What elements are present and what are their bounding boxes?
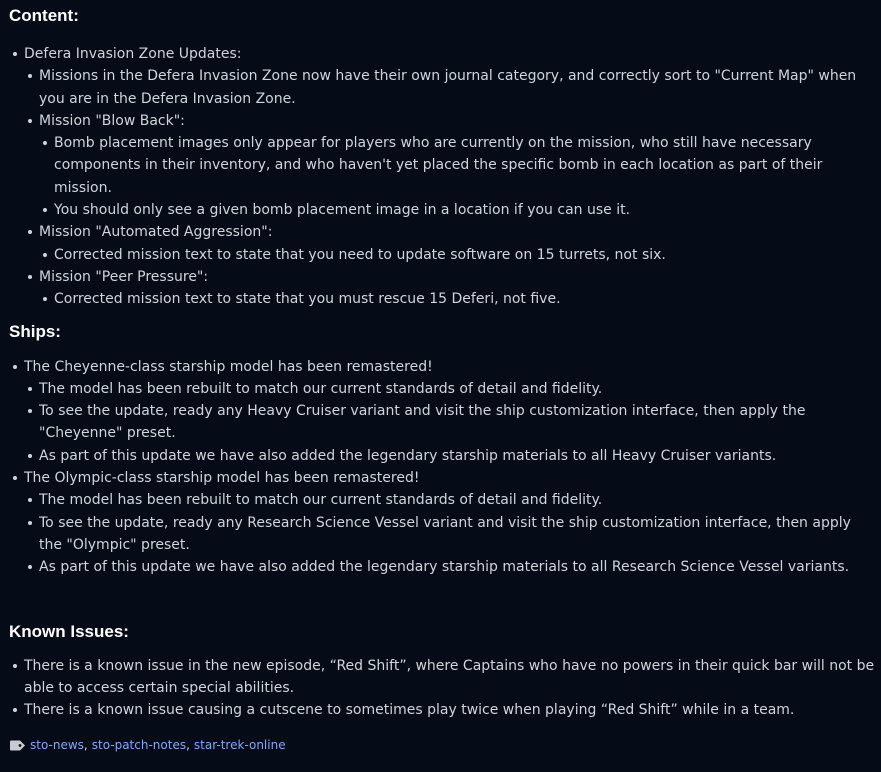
list-item	[39, 556, 875, 578]
list-item-text: To see the update, ready any Heavy Cruiser variant and visit the ship customization interface, then apply the "Cheyenne" preset.	[39, 403, 806, 442]
list-item-text: Mission "Peer Pressure":	[39, 268, 209, 285]
list-item	[54, 199, 875, 221]
sublist	[54, 132, 875, 221]
list-item	[39, 489, 875, 511]
list-item-text: You should only see a given bomb placement image in a location if you can use it.	[54, 202, 631, 219]
known-issues-heading: Known Issues:	[9, 621, 129, 641]
list-item-text: Bomb placement images only appear for players who are currently on the mission, who still have necessary components in their inventory, and who haven't yet placed the specific bomb in each location as part of their mission.	[54, 135, 823, 196]
list-item-text: To see the update, ready any Research Science Vessel variant and visit the ship customization interface, then apply the "Olympic" preset.	[39, 514, 851, 553]
sublist	[39, 378, 875, 467]
content-section	[9, 5, 875, 311]
ships-list	[24, 356, 875, 579]
tag-separator: ,	[83, 738, 88, 752]
list-item	[24, 699, 875, 721]
list-item-text: As part of this update we have also added the legendary starship materials to all Heavy Cruiser variants.	[39, 447, 777, 464]
list-item	[39, 266, 875, 311]
content-list	[24, 43, 875, 311]
tags-row	[9, 738, 286, 752]
list-item-text: Mission "Blow Back":	[39, 112, 185, 129]
list-item-text: There is a known issue causing a cutscene to sometimes play twice when playing “Red Shift” while in a team.	[24, 702, 795, 719]
list-item-text: As part of this update we have also added the legendary starship materials to all Research Science Vessel variants.	[39, 559, 850, 576]
list-item	[24, 356, 875, 467]
list-item	[24, 43, 875, 311]
list-item	[24, 467, 875, 578]
tag-separator: ,	[186, 738, 190, 752]
list-item-text: Corrected mission text to state that you need to update software on 15 turrets, not six.	[54, 246, 666, 263]
list-item	[39, 65, 875, 110]
list-item-text: Corrected mission text to state that you must rescue 15 Deferi, not five.	[54, 291, 561, 308]
list-item-text: The model has been rebuilt to match our current standards of detail and fidelity.	[39, 492, 603, 509]
list-item	[54, 244, 875, 266]
list-item-text: The Olympic-class starship model has been remastered!	[24, 470, 420, 487]
ships-heading: Ships:	[9, 321, 61, 341]
content-heading: Content:	[9, 6, 79, 25]
list-item	[39, 221, 875, 266]
tag-link-sto-patch-notes[interactable]: sto-patch-notes	[91, 738, 187, 752]
sublist	[39, 65, 875, 310]
list-item-text: Defera Invasion Zone Updates:	[24, 46, 242, 62]
list-item	[39, 445, 875, 467]
list-item-text: Mission "Automated Aggression":	[39, 224, 273, 241]
sublist	[54, 244, 875, 266]
list-item-text: Missions in the Defera Invasion Zone now have their own journal category, and correctly sort to "Current Map" when you are in the Defera Invasion Zone.	[39, 68, 857, 107]
patch-notes	[9, 0, 875, 721]
list-item	[24, 655, 875, 700]
tag-link-star-trek-online[interactable]: star-trek-online	[193, 738, 286, 752]
list-item	[54, 132, 875, 199]
sublist	[39, 489, 875, 578]
known-issues-list	[24, 655, 875, 722]
list-item	[39, 512, 875, 557]
tag-link-sto-news[interactable]: sto-news	[30, 738, 84, 752]
known-issues-section	[9, 621, 875, 722]
ships-section	[9, 321, 875, 579]
list-item	[39, 400, 875, 445]
tag-icon	[9, 740, 26, 751]
list-item-text: The Cheyenne-class starship model has been remastered!	[24, 358, 433, 375]
list-item	[39, 378, 875, 400]
list-item	[54, 288, 875, 310]
list-item-text: There is a known issue in the new episode, “Red Shift”, where Captains who have no powers in their quick bar will not be able to access certain special abilities.	[24, 657, 875, 696]
list-item	[39, 110, 875, 221]
list-item-text: The model has been rebuilt to match our current standards of detail and fidelity.	[39, 380, 603, 397]
sublist	[54, 288, 875, 310]
